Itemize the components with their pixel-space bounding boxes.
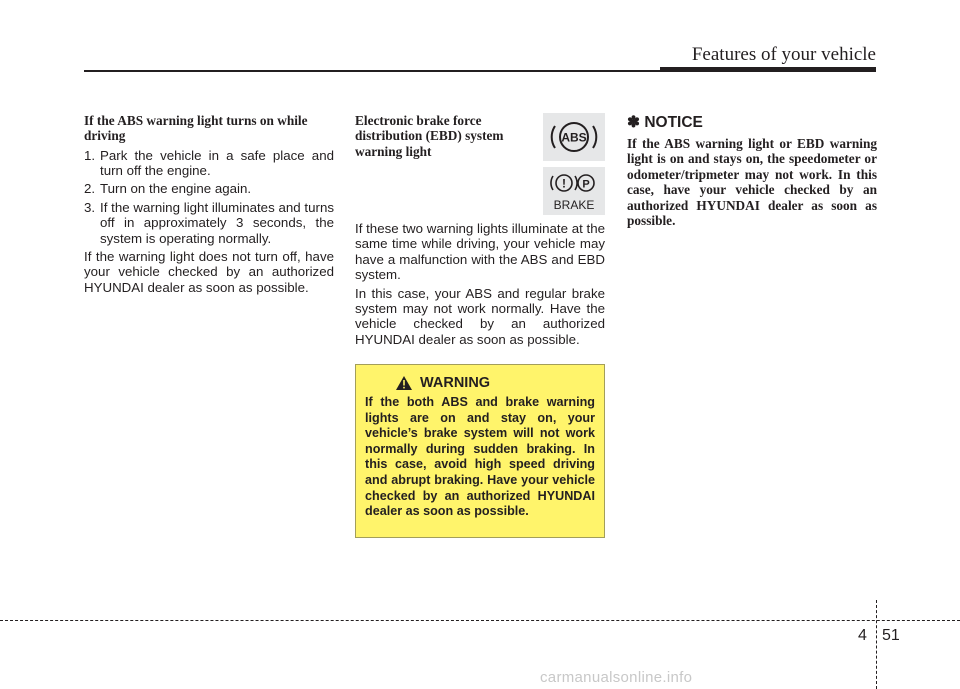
abs-closing-text: If the warning light does not turn off, have your vehicle checked by an authorized HYUNDAI dealer as soon as possible. <box>84 249 334 295</box>
list-item <box>84 181 334 196</box>
abs-icon-label: ABS <box>561 130 587 145</box>
step-text: Park the vehicle in a safe place and turn off the engine. <box>100 147 334 178</box>
page-number: 51 <box>882 627 900 644</box>
section-title: Features of your vehicle <box>691 44 876 65</box>
abs-warning-light-icon <box>543 113 605 161</box>
footer-divider <box>876 600 877 689</box>
notice-column <box>627 113 877 228</box>
abs-instructions-column <box>84 113 334 295</box>
ebd-paragraph-2: In this case, your ABS and regular brake system may not work normally. Have the vehicle checked by an authorized HYUNDAI dealer as soon as possible. <box>355 285 605 347</box>
list-item <box>84 148 334 179</box>
notice-title: NOTICE <box>644 114 703 131</box>
ebd-column <box>355 113 605 347</box>
warning-title: WARNING <box>420 375 491 391</box>
notice-heading <box>627 113 877 132</box>
ebd-heading: Electronic brake force distribution (EBD) system warning light <box>355 113 504 159</box>
ebd-paragraph-1: If these two warning lights illuminate at the same time while driving, your vehicle may have a malfunction with the ABS and EBD system. <box>355 221 605 283</box>
list-item <box>84 200 334 246</box>
brake-icon-label: BRAKE <box>553 198 595 212</box>
footer-rule <box>0 620 960 621</box>
warning-triangle-icon <box>396 376 412 390</box>
step-number: 1. <box>84 147 96 163</box>
watermark: carmanualsonline.info <box>540 669 693 686</box>
parking-icon-letter: P <box>582 178 590 191</box>
abs-heading: If the ABS warning light turns on while driving <box>84 113 308 144</box>
warning-box <box>355 364 605 538</box>
header-rule <box>84 70 876 72</box>
warning-text: If the both ABS and brake warning lights are on and stay on, your vehicle’s brake system will not work normally during sudden braking. In this case, avoid high speed driving and abrupt braking. Have your vehicle checked by an authorized HYUNDAI dealer as soon as possible. <box>365 395 595 519</box>
chapter-number: 4 <box>858 627 867 644</box>
notice-text: If the ABS warning light or EBD warning light is on and stays on, the speedometer or odometer/tripmeter may not work. In this case, have your vehicle checked by an authorized HYUNDAI dealer as soon as possible. <box>627 136 877 229</box>
step-text: If the warning light illuminates and turns off in approximately 3 seconds, the system is operating normally. <box>100 199 334 246</box>
notice-symbol-icon: ✽ <box>627 114 640 131</box>
step-text: Turn on the engine again. <box>100 181 252 197</box>
abs-steps-list <box>84 148 334 246</box>
brake-icon-exclamation: ! <box>562 176 566 191</box>
step-number: 2. <box>84 181 96 197</box>
step-number: 3. <box>84 199 96 215</box>
brake-warning-light-icon <box>543 167 605 215</box>
